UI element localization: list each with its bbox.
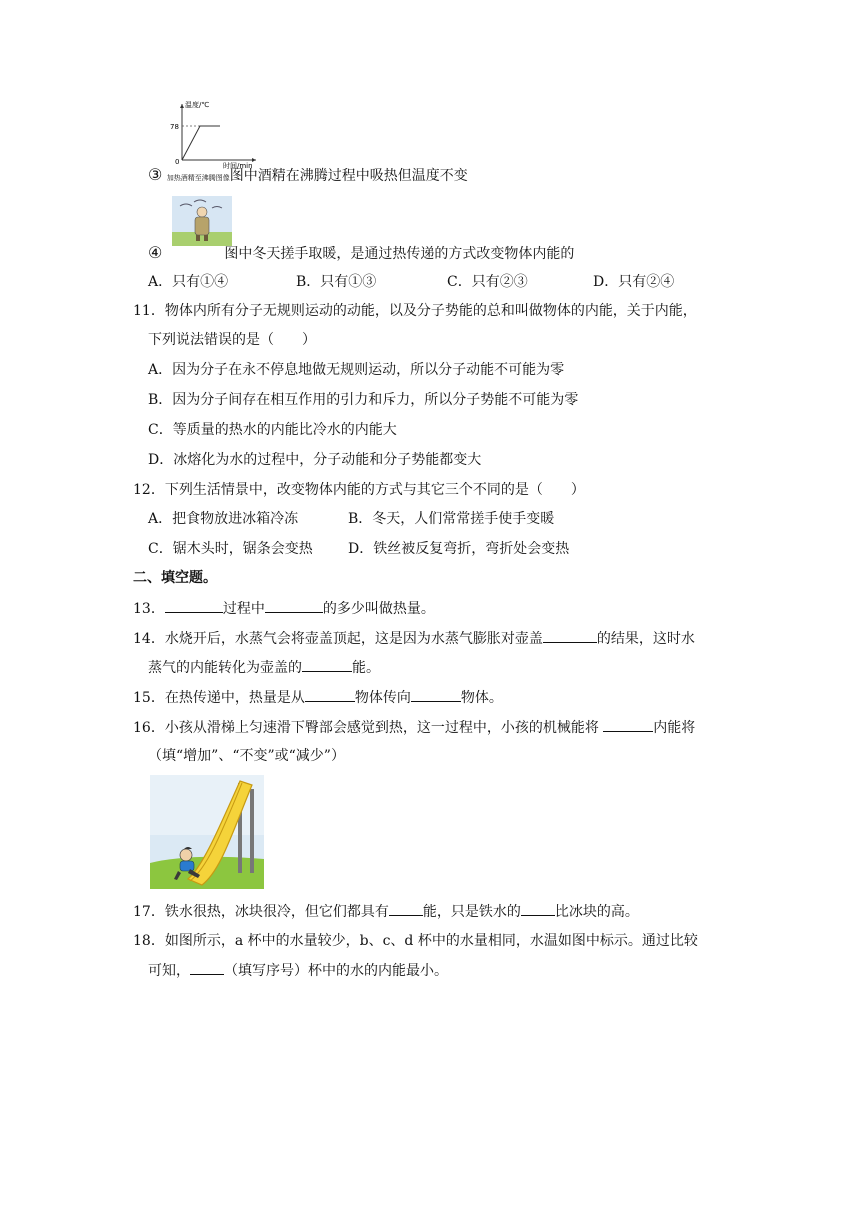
q14-line2 [148,657,380,678]
q17 [133,901,639,922]
q13-text-a: 过程中 [222,601,265,617]
q13-number: 13． [133,601,165,617]
q15-text-a: 15．在热传递中，热量是从 [133,690,305,706]
q18-line2 [148,960,448,981]
graph-origin: 0 [175,158,180,166]
q14-text-a: 14．水烧开后，水蒸气会将壶盖顶起，这是因为水蒸气膨胀对壶盖 [133,631,543,647]
q17-text-c: 比冰块的高。 [554,904,639,920]
q12-stem: 12．下列生活情景中，改变物体内能的方式与其它三个不同的是（ ） [133,482,585,498]
q18-line1: 18．如图所示，a 杯中的水量较少，b、c、d 杯中的水量相同，水温如图中标示。通过比较 [133,933,698,949]
section-heading: 二、填空题。 [133,570,217,586]
q11-stem-line2: 下列说法错误的是（ ） [148,332,316,348]
q12-option-a: A．把食物放进冰箱冷冻 [148,511,299,527]
q14-text-b: 的结果，这时水 [596,631,695,647]
q14-text-c: 蒸气的内能转化为壶盖的 [148,660,302,676]
q15-blank-1[interactable] [305,687,355,702]
boiling-graph [168,98,258,172]
q18-text-a: 可知， [148,963,190,979]
q15-blank-2[interactable] [411,687,461,702]
q18-text-b: （填写序号）杯中的水的内能最小。 [224,963,448,979]
q15 [133,687,503,708]
q14-blank-2[interactable] [302,657,352,672]
q17-text-b: 能，只是铁水的 [422,904,521,920]
q15-text-c: 物体。 [460,690,503,706]
q11-stem-line1: 11．物体内所有分子无规则运动的动能，以及分子势能的总和叫做物体的内能，关于内能， [133,303,697,319]
q11-option-b: B．因为分子间存在相互作用的引力和斥力，所以分子势能不可能为零 [148,392,579,408]
item3-marker: ③ [148,165,163,184]
q16-text-b: 内能将 [653,720,696,736]
q13-blank-1[interactable] [165,598,223,613]
q10-option-d: D．只有②④ [593,274,675,290]
q16-blank-1[interactable] [603,717,653,732]
q16-text-a: 16．小孩从滑梯上匀速滑下臀部会感觉到热，这一过程中，小孩的机械能将 [133,720,604,736]
q17-text-a: 17．铁水很热，冰块很冷，但它们都具有 [133,904,389,920]
q10-option-a: A．只有①④ [148,274,229,290]
q14-line1 [133,628,695,649]
item4-text: 图中冬天搓手取暖，是通过热传递的方式改变物体内能的 [224,246,575,262]
q16-line2: （填“增加”、“不变”或“减少”） [148,748,345,764]
q13-text-b: 的多少叫做热量。 [322,601,435,617]
q13 [133,598,435,619]
q15-text-b: 物体传向 [354,690,411,706]
q14-text-d: 能。 [352,660,380,676]
graph-caption: 加热酒精至沸腾图像 [166,174,230,182]
q12-option-b: B．冬天，人们常常搓手使手变暖 [348,511,555,527]
item4-line [148,243,574,264]
rubbing-hands-picture [172,196,232,246]
q14-blank-1[interactable] [543,628,597,643]
q16-line1 [133,717,695,738]
q17-blank-1[interactable] [389,901,423,916]
q12-option-d: D．铁丝被反复弯折，弯折处会变热 [348,541,570,557]
item3-text: 图中酒精在沸腾过程中吸热但温度不变 [229,168,468,184]
q11-option-c: C．等质量的热水的内能比冷水的内能大 [148,422,397,438]
q18-blank-1[interactable] [190,960,224,975]
q17-blank-2[interactable] [521,901,555,916]
q11-option-d: D．冰熔化为水的过程中，分子动能和分子势能都变大 [148,452,482,468]
q10-option-c: C．只有②③ [447,274,528,290]
q13-blank-2[interactable] [265,598,323,613]
q11-option-a: A．因为分子在永不停息地做无规则运动，所以分子动能不可能为零 [148,362,565,378]
item4-marker: ④ [148,243,163,262]
q12-option-c: C．锯木头时，锯条会变热 [148,541,313,557]
q10-option-b: B．只有①③ [296,274,377,290]
slide-picture [150,775,264,889]
graph-x-label: 时间/min [223,162,253,170]
graph-y-tick: 78 [170,123,179,131]
item3-line [148,165,468,188]
graph-y-label: 温度/℃ [185,101,210,109]
